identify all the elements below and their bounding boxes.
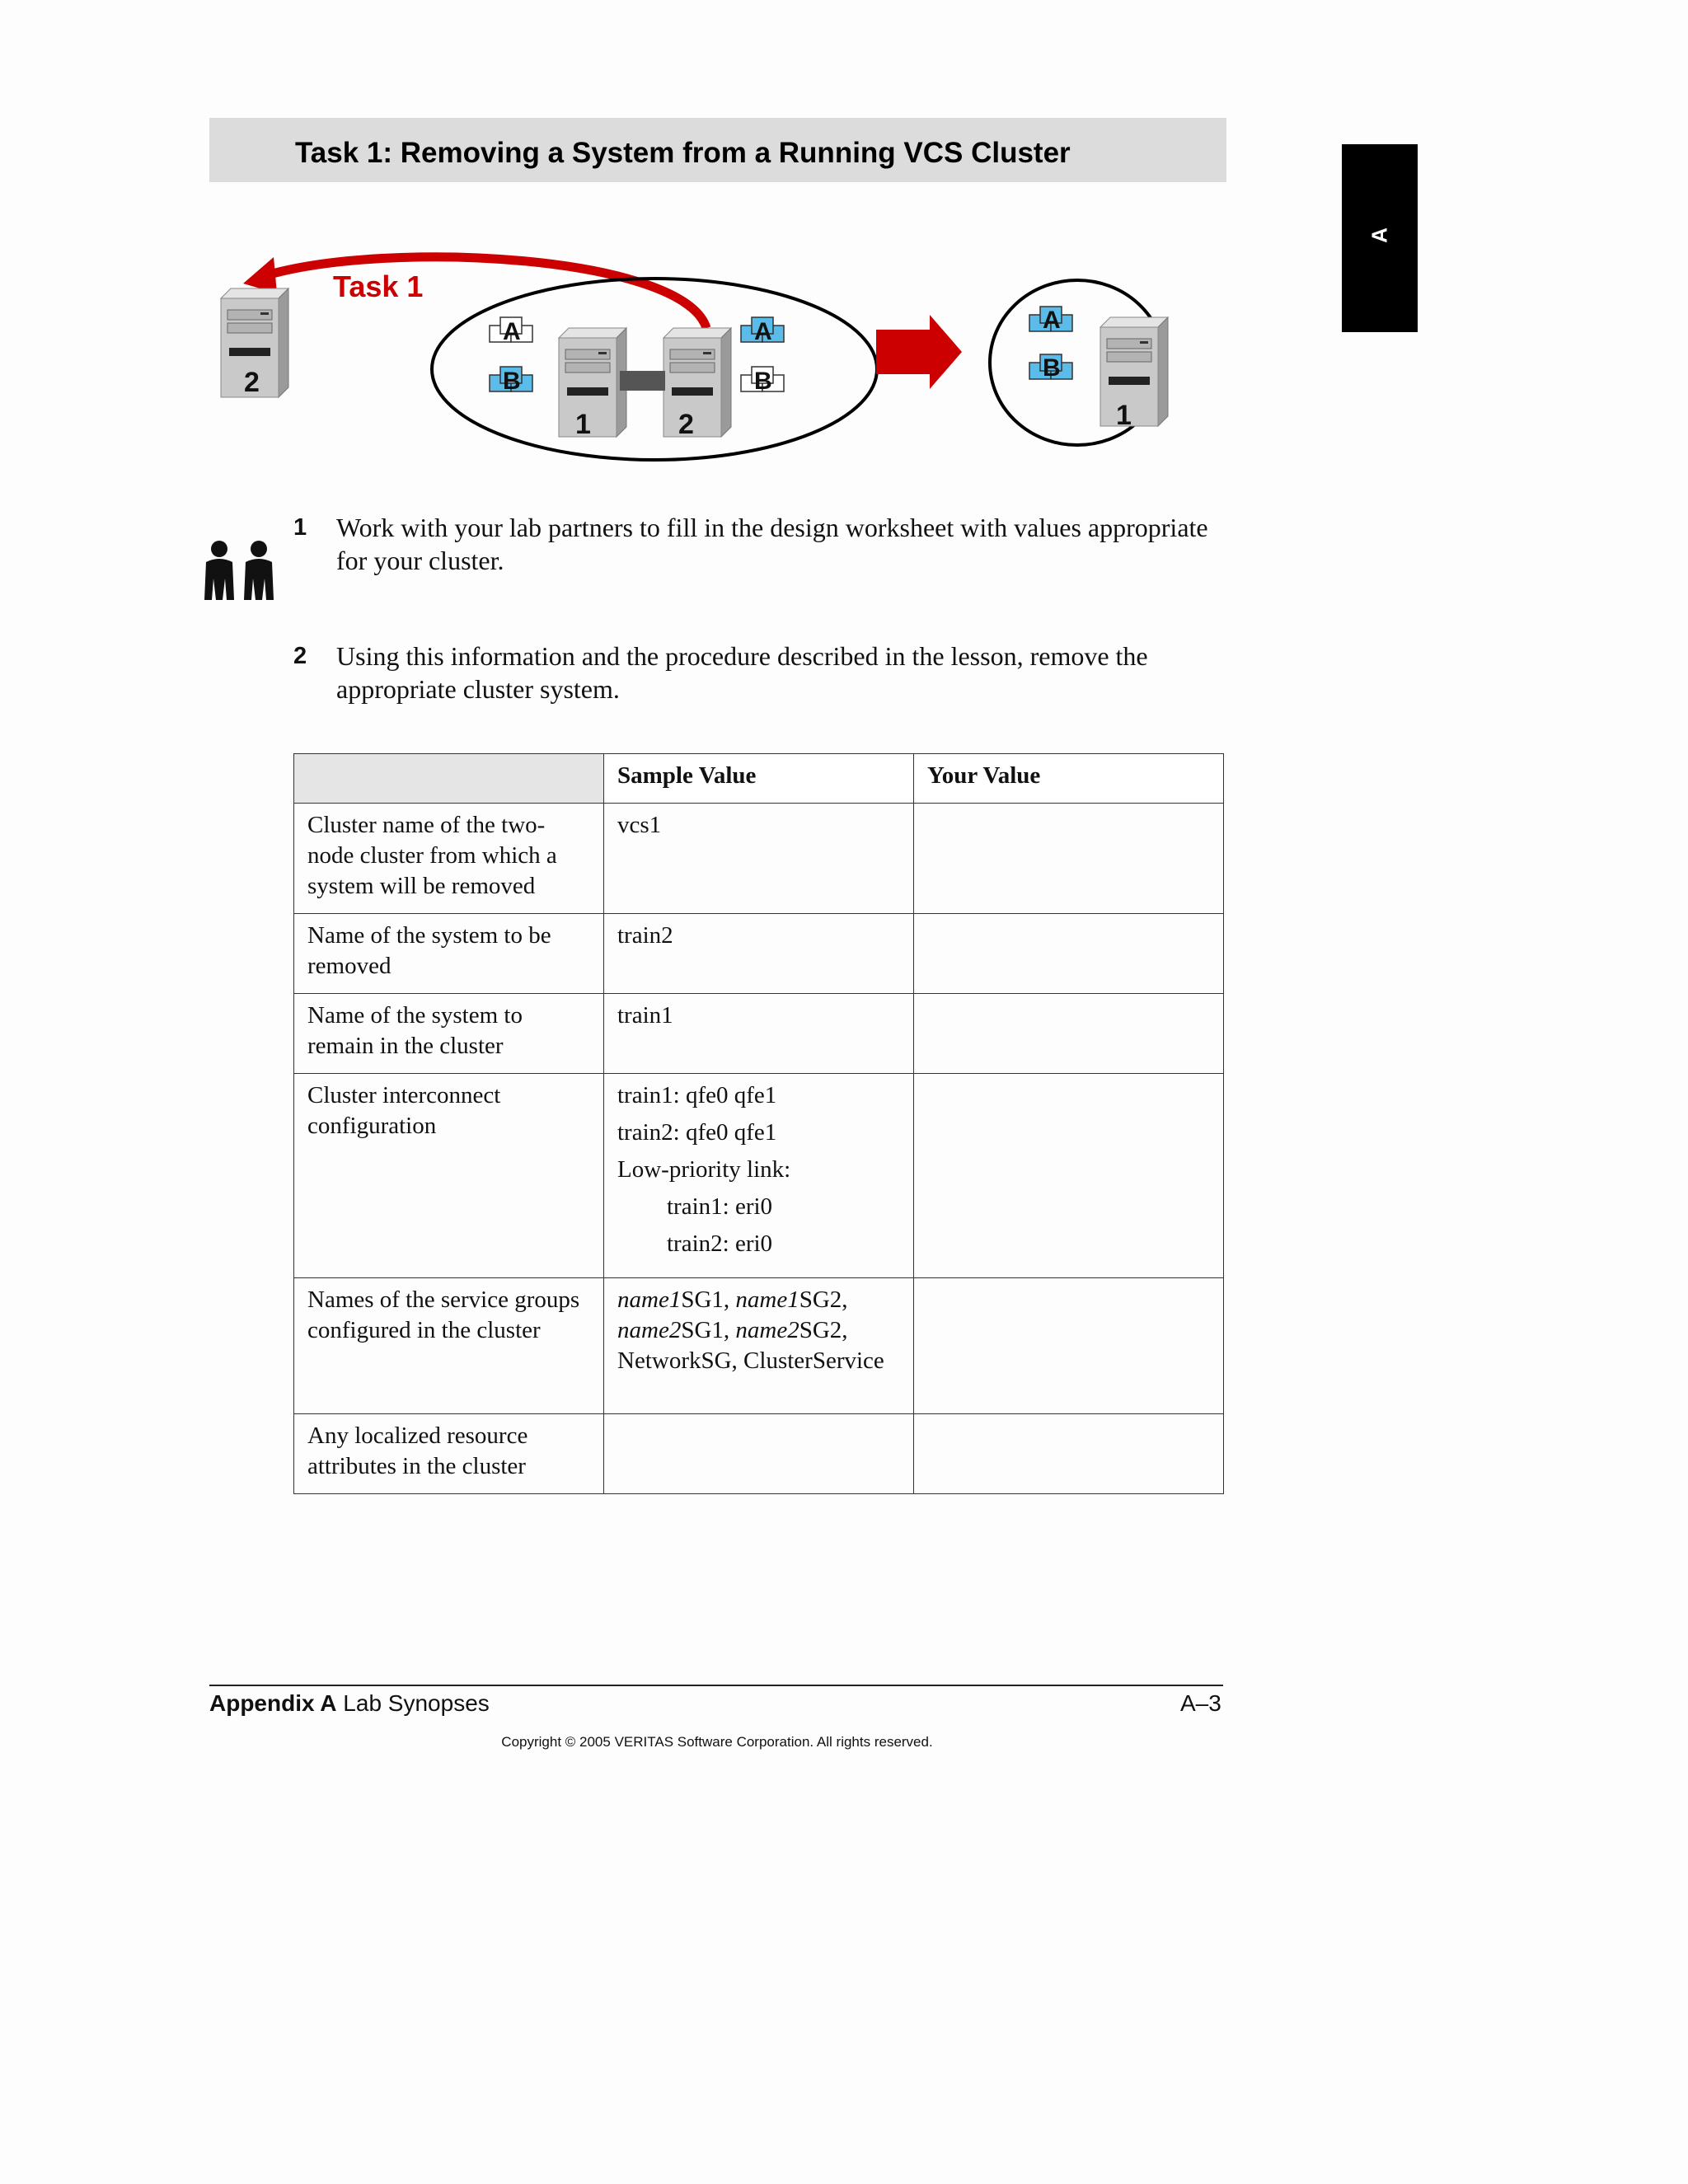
appendix-side-tab-label: A <box>1367 227 1392 243</box>
row-label: Name of the system to remain in the cluster <box>294 994 604 1074</box>
step-number: 1 <box>293 514 307 541</box>
service-group-name: SG2, <box>799 1317 848 1343</box>
service-group-label: A <box>1043 307 1061 334</box>
service-group-name: name2 <box>735 1317 799 1343</box>
curved-arrow-head-icon <box>243 257 277 293</box>
service-group-label: B <box>503 368 521 395</box>
table-header-cell: Your Value <box>914 754 1224 804</box>
your-value[interactable] <box>914 994 1224 1074</box>
design-worksheet-table <box>293 753 1224 1494</box>
your-value[interactable] <box>914 1414 1224 1494</box>
table-row <box>294 1074 1224 1278</box>
sample-value: vcs1 <box>604 804 914 914</box>
table-row <box>294 914 1224 994</box>
interconnect-line: train1: eri0 <box>667 1193 773 1220</box>
table-header-cell <box>294 754 604 804</box>
service-group-label: B <box>754 368 772 395</box>
interconnect-line: train2: eri0 <box>667 1230 773 1257</box>
cluster-removal-diagram <box>198 239 1228 470</box>
row-label: Any localized resource attributes in the cluster <box>294 1414 604 1494</box>
lab-partners-icon <box>201 537 280 603</box>
service-group-label: A <box>754 318 772 345</box>
curved-arrow-icon <box>264 257 706 328</box>
service-group-name: name1 <box>735 1286 799 1313</box>
sample-value <box>604 1278 914 1414</box>
row-label: Cluster name of the two-node cluster from which a system will be removed <box>294 804 604 914</box>
cluster-ellipse <box>432 279 877 460</box>
service-group-label: B <box>1043 354 1061 382</box>
your-value[interactable] <box>914 804 1224 914</box>
removed-server-label: 2 <box>244 367 260 398</box>
copyright: Copyright © 2005 VERITAS Software Corporation. All rights reserved. <box>501 1734 933 1750</box>
row-label: Name of the system to be removed <box>294 914 604 994</box>
table-row <box>294 994 1224 1074</box>
footer-appendix <box>209 1690 490 1717</box>
service-group-name: NetworkSG, <box>617 1347 744 1374</box>
table-row <box>294 804 1224 914</box>
interconnect-link <box>620 371 665 391</box>
service-group-name: ClusterService <box>743 1347 884 1374</box>
sample-value: train2 <box>604 914 914 994</box>
service-group-label: A <box>503 318 521 345</box>
interconnect-line: train2: qfe0 qfe1 <box>617 1119 777 1146</box>
server-icon <box>559 328 626 437</box>
cluster-server-label: 2 <box>678 409 694 440</box>
step-number: 2 <box>293 643 307 669</box>
server-icon <box>1100 317 1168 426</box>
task-title: Task 1: Removing a System from a Running VCS Cluster <box>295 137 1071 169</box>
interconnect-line: train1: qfe0 qfe1 <box>617 1082 777 1108</box>
table-row <box>294 1414 1224 1494</box>
row-label: Cluster interconnect configuration <box>294 1074 604 1278</box>
interconnect-line: Low-priority link: <box>617 1156 791 1183</box>
footer-appendix-text: Lab Synopses <box>336 1690 490 1716</box>
result-server-label: 1 <box>1116 400 1132 431</box>
step-text: Using this information and the procedure described in the lesson, remove the appropriate cluster system. <box>336 641 1148 704</box>
table-row <box>294 1278 1224 1414</box>
service-group-name: name1 <box>617 1286 682 1313</box>
page-number: A–3 <box>1180 1690 1221 1716</box>
task-label: Task 1 <box>333 269 424 303</box>
footer-rule <box>209 1685 1223 1686</box>
your-value[interactable] <box>914 1074 1224 1278</box>
your-value[interactable] <box>914 914 1224 994</box>
sample-value <box>604 1074 914 1278</box>
footer-appendix-bold: Appendix A <box>209 1690 337 1716</box>
table-header-cell: Sample Value <box>604 754 914 804</box>
sample-value <box>604 1414 914 1494</box>
service-group-name: name2 <box>617 1317 682 1343</box>
service-group-name: SG2, <box>799 1286 848 1313</box>
table-header-row <box>294 754 1224 804</box>
step-text: Work with your lab partners to fill in the design worksheet with values appropriate for your cluster. <box>336 513 1208 575</box>
row-label: Names of the service groups configured in the cluster <box>294 1278 604 1414</box>
service-group-name: SG1, <box>681 1317 736 1343</box>
server-icon <box>663 328 731 437</box>
sample-value: train1 <box>604 994 914 1074</box>
service-group-name: SG1, <box>681 1286 736 1313</box>
right-arrow-icon <box>876 315 962 389</box>
your-value[interactable] <box>914 1278 1224 1414</box>
cluster-server-label: 1 <box>575 409 591 440</box>
